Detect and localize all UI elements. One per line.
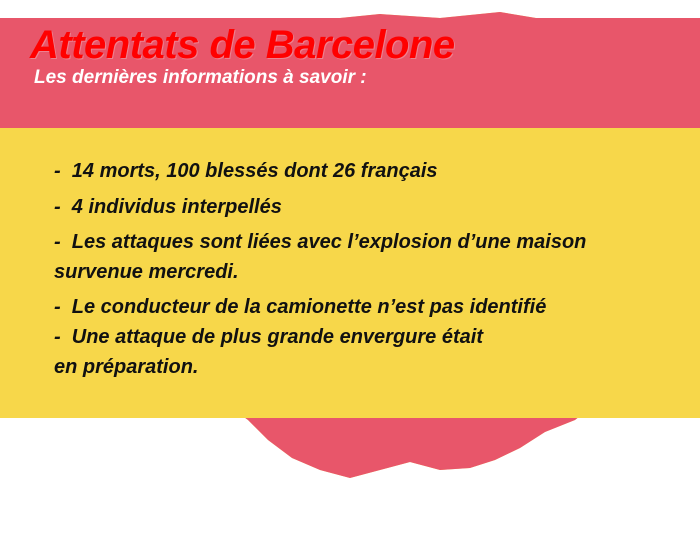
facts-list <box>54 160 674 391</box>
list-item: - Le conducteur de la camionette n’est pas identifié <box>54 296 547 319</box>
list-item: - 14 morts, 100 blessés dont 26 français <box>54 160 438 182</box>
list-item: - 4 individus interpellés <box>54 195 282 218</box>
page-subtitle: Les dernières informations à savoir : <box>34 67 367 88</box>
list-item: - Une attaque de plus grande envergure était <box>54 325 483 348</box>
page-title: Attentats de Barcelone <box>30 23 455 67</box>
header-band <box>0 18 700 128</box>
list-item: - Les attaques sont liées avec l’explosion d’une maison <box>54 231 587 254</box>
list-item: survenue mercredi. <box>54 260 239 283</box>
list-item: en préparation. <box>54 355 199 378</box>
